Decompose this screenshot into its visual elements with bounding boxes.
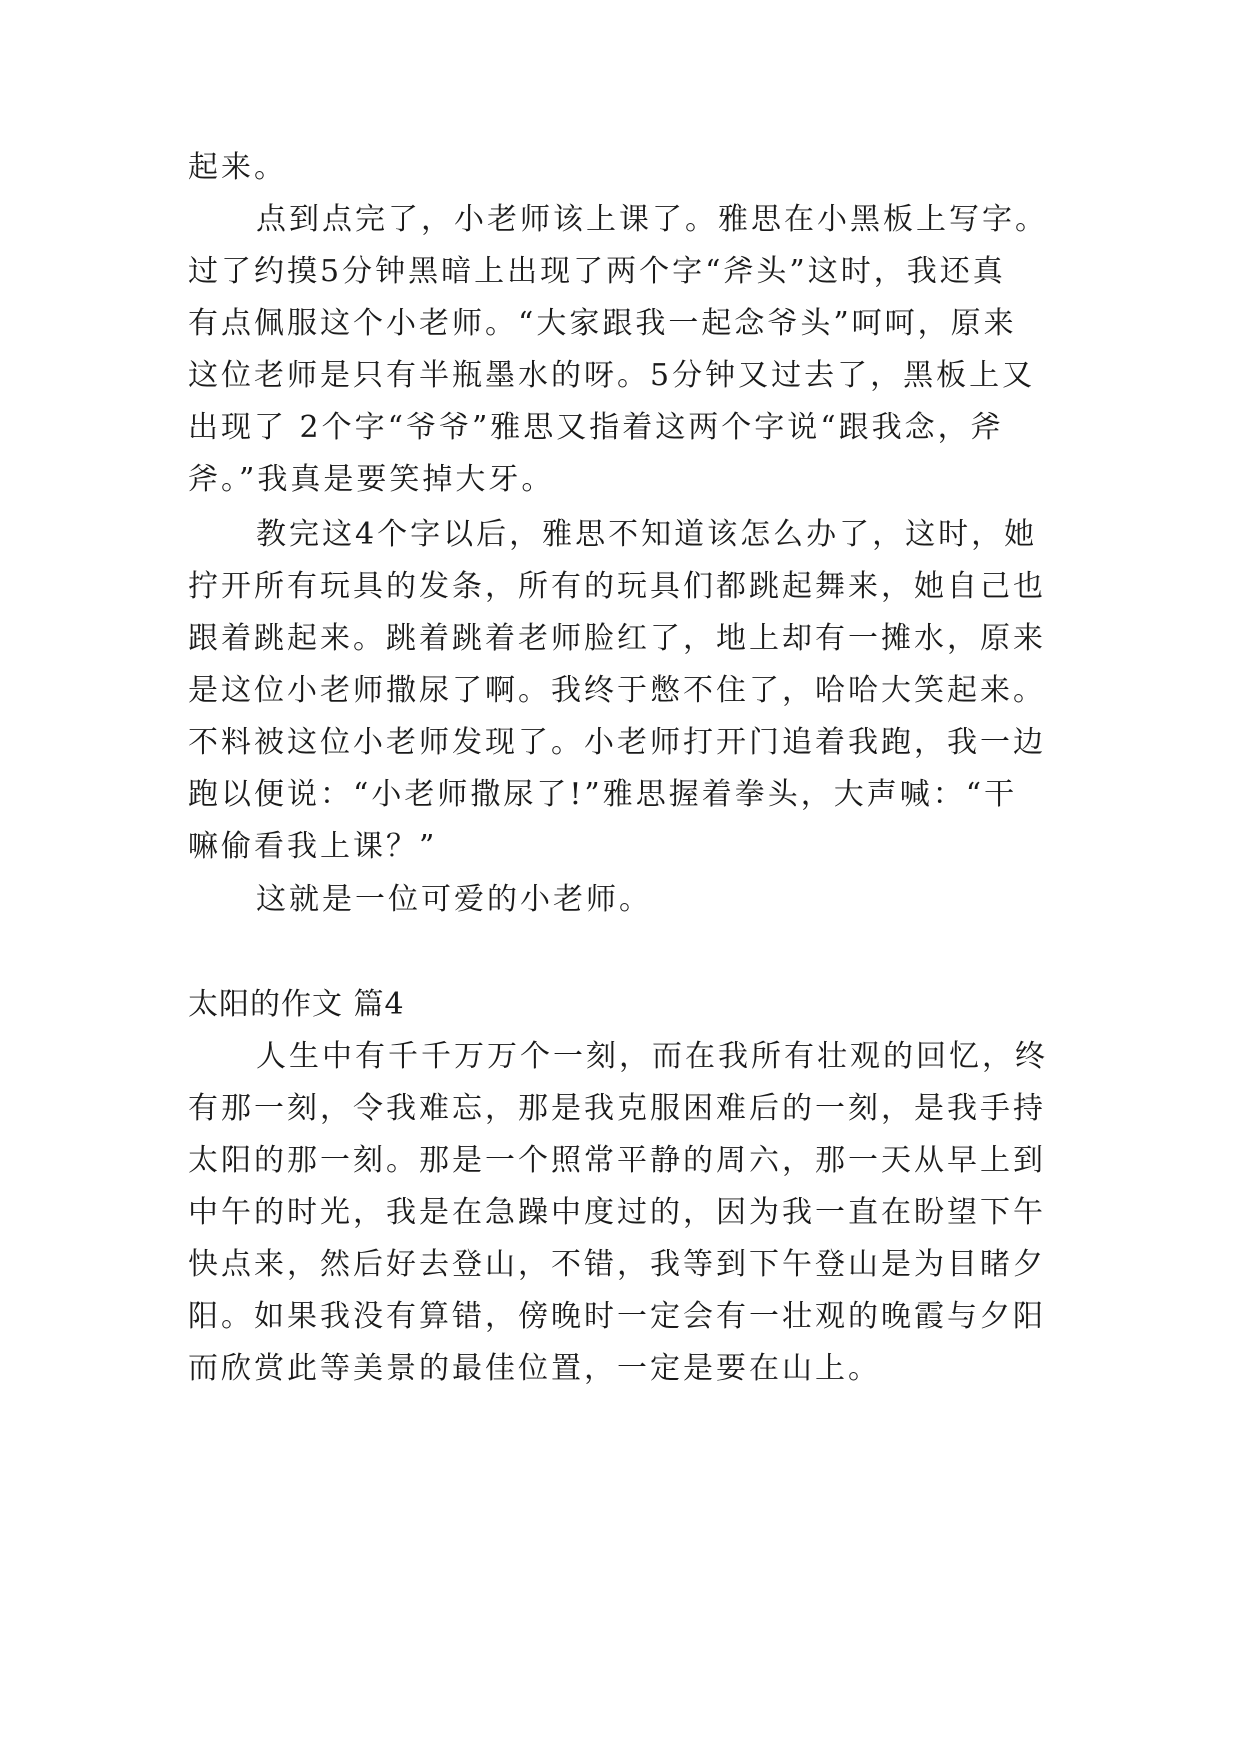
section-heading: 太阳的作文 篇4 xyxy=(188,987,405,1022)
text-line: 斧。”我真是要笑掉大牙。 xyxy=(188,462,555,497)
text-line: 拧开所有玩具的发条，所有的玩具们都跳起舞来，她自己也 xyxy=(188,569,1046,604)
text-line: 跟着跳起来。跳着跳着老师脸红了，地上却有一摊水，原来 xyxy=(188,621,1046,656)
text-line: 中午的时光，我是在急躁中度过的，因为我一直在盼望下午 xyxy=(188,1195,1046,1230)
text-line: 快点来，然后好去登山，不错，我等到下午登山是为目睹夕 xyxy=(188,1247,1046,1282)
text-line: 过了约摸5分钟黑暗上出现了两个字“斧头”这时，我还真 xyxy=(188,254,1006,289)
text-line: 是这位小老师撒尿了啊。我终于憋不住了，哈哈大笑起来。 xyxy=(188,673,1046,708)
text-line: 太阳的那一刻。那是一个照常平静的周六，那一天从早上到 xyxy=(188,1143,1046,1178)
text-line: 而欣赏此等美景的最佳位置，一定是要在山上。 xyxy=(188,1351,881,1386)
text-line: 阳。如果我没有算错，傍晚时一定会有一壮观的晚霞与夕阳 xyxy=(188,1299,1046,1334)
text-line: 跑以便说：“小老师撒尿了!”雅思握着拳头，大声喊：“干 xyxy=(188,777,1018,812)
text-line: 这就是一位可爱的小老师。 xyxy=(256,882,652,917)
text-line: 人生中有千千万万个一刻，而在我所有壮观的回忆，终 xyxy=(256,1039,1048,1074)
text-line: 不料被这位小老师发现了。小老师打开门追着我跑，我一边 xyxy=(188,725,1046,760)
text-line: 嘛偷看我上课？” xyxy=(188,829,438,864)
text-line: 有点佩服这个小老师。“大家跟我一起念爷头”呵呵，原来 xyxy=(188,306,1017,341)
text-line: 起来。 xyxy=(188,150,287,185)
text-line: 有那一刻，令我难忘，那是我克服困难后的一刻，是我手持 xyxy=(188,1091,1046,1126)
text-line: 出现了 2个字“爷爷”雅思又指着这两个字说“跟我念，斧 xyxy=(188,410,1004,445)
text-line: 这位老师是只有半瓶墨水的呀。5分钟又过去了，黑板上又 xyxy=(188,358,1036,393)
text-line: 教完这4个字以后，雅思不知道该怎么办了，这时，她 xyxy=(256,517,1038,552)
text-line: 点到点完了，小老师该上课了。雅思在小黑板上写字。 xyxy=(256,202,1048,237)
